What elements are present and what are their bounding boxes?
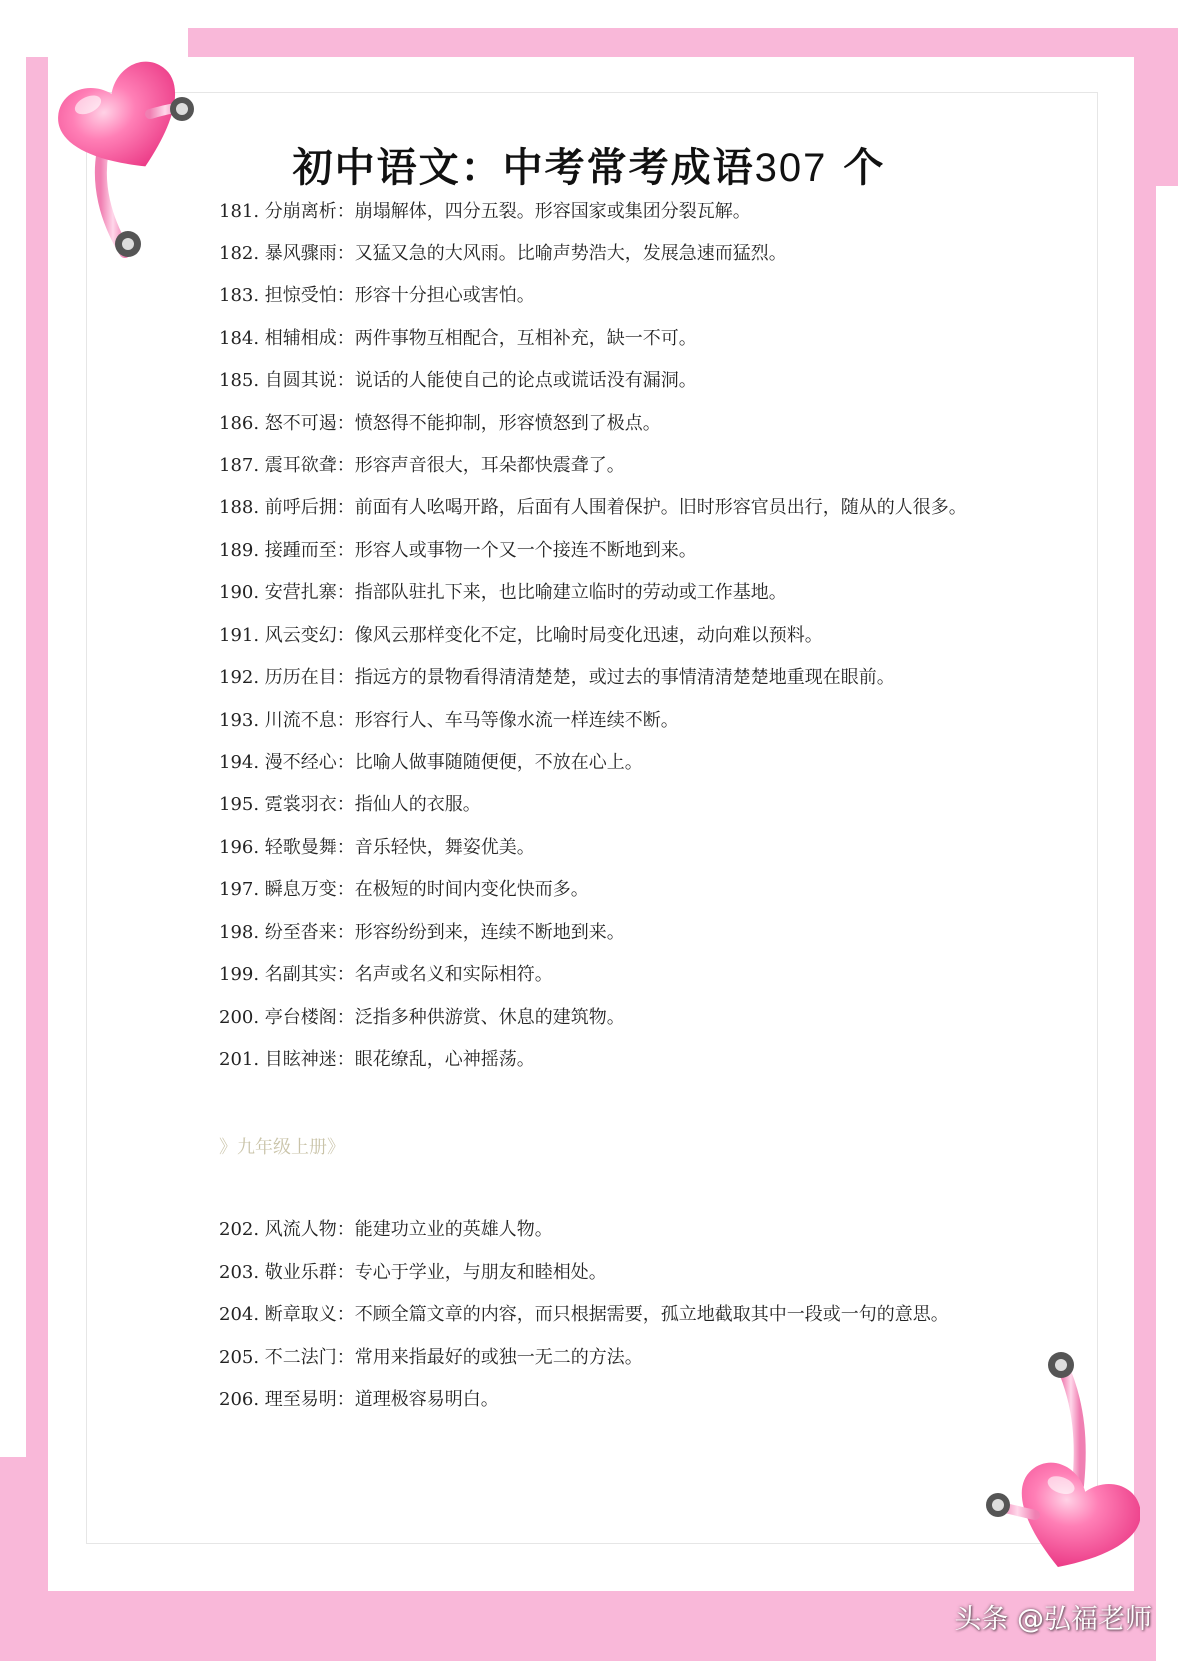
idiom-entry: 205. 不二法门：常用来指最好的或独一无二的方法。 xyxy=(219,1347,643,1368)
idiom-entry: 206. 理至易明：道理极容易明白。 xyxy=(219,1389,499,1410)
frame-top-band xyxy=(188,28,1178,58)
idiom-entry: 198. 纷至沓来：形容纷纷到来，连续不断地到来。 xyxy=(219,922,625,943)
idiom-entry: 203. 敬业乐群：专心于学业，与朋友和睦相处。 xyxy=(219,1262,607,1283)
watermark: 头条 @弘福老师 xyxy=(954,1604,1152,1635)
title-main: 初中语文：中考常考成语 xyxy=(292,145,755,191)
idiom-entry: 192. 历历在目：指远方的景物看得清清楚楚，或过去的事情清清楚楚地重现在眼前。 xyxy=(219,667,895,688)
page-title xyxy=(0,136,1178,193)
idiom-entry: 196. 轻歌曼舞：音乐轻快，舞姿优美。 xyxy=(219,837,535,858)
idiom-entry: 188. 前呼后拥：前面有人吆喝开路，后面有人围着保护。旧时形容官员出行，随从的人很多。 xyxy=(219,497,967,518)
idiom-entry: 193. 川流不息：形容行人、车马等像水流一样连续不断。 xyxy=(219,710,679,731)
idiom-entry: 184. 相辅相成：两件事物互相配合，互相补充，缺一不可。 xyxy=(219,328,697,349)
idiom-entry: 186. 怒不可遏：愤怒得不能抑制，形容愤怒到了极点。 xyxy=(219,413,661,434)
idiom-entry: 204. 断章取义：不顾全篇文章的内容，而只根据需要，孤立地截取其中一段或一句的意思。 xyxy=(219,1304,949,1325)
idiom-entry: 190. 安营扎寨：指部队驻扎下来，也比喻建立临时的劳动或工作基地。 xyxy=(219,582,787,603)
idiom-entry: 189. 接踵而至：形容人或事物一个又一个接连不断地到来。 xyxy=(219,540,697,561)
section-label: 》九年级上册》 xyxy=(219,1137,345,1158)
idiom-entry: 187. 震耳欲聋：形容声音很大，耳朵都快震聋了。 xyxy=(219,455,625,476)
idiom-entry: 197. 瞬息万变：在极短的时间内变化快而多。 xyxy=(219,879,589,900)
idiom-entry: 185. 自圆其说：说话的人能使自己的论点或谎话没有漏洞。 xyxy=(219,370,697,391)
idiom-entry: 183. 担惊受怕：形容十分担心或害怕。 xyxy=(219,285,535,306)
idiom-entry: 194. 漫不经心：比喻人做事随随便便，不放在心上。 xyxy=(219,752,643,773)
idiom-entry: 195. 霓裳羽衣：指仙人的衣服。 xyxy=(219,794,481,815)
title-count: 307 xyxy=(754,146,828,190)
frame-left-band xyxy=(26,57,48,1457)
idiom-entry: 202. 风流人物：能建功立业的英雄人物。 xyxy=(219,1219,553,1240)
idiom-entry: 191. 风云变幻：像风云那样变化不定，比喻时局变化迅速，动向难以预料。 xyxy=(219,625,823,646)
idiom-entry: 200. 亭台楼阁：泛指多种供游赏、休息的建筑物。 xyxy=(219,1007,625,1028)
idiom-entry: 199. 名副其实：名声或名义和实际相符。 xyxy=(219,964,553,985)
title-unit: 个 xyxy=(843,145,886,191)
heart-pin-icon-bottom xyxy=(980,1345,1140,1575)
idiom-entry: 182. 暴风骤雨：又猛又急的大风雨。比喻声势浩大，发展急速而猛烈。 xyxy=(219,243,787,264)
idiom-entry: 201. 目眩神迷：眼花缭乱，心神摇荡。 xyxy=(219,1049,535,1070)
idiom-entry: 181. 分崩离析：崩塌解体，四分五裂。形容国家或集团分裂瓦解。 xyxy=(219,201,751,222)
